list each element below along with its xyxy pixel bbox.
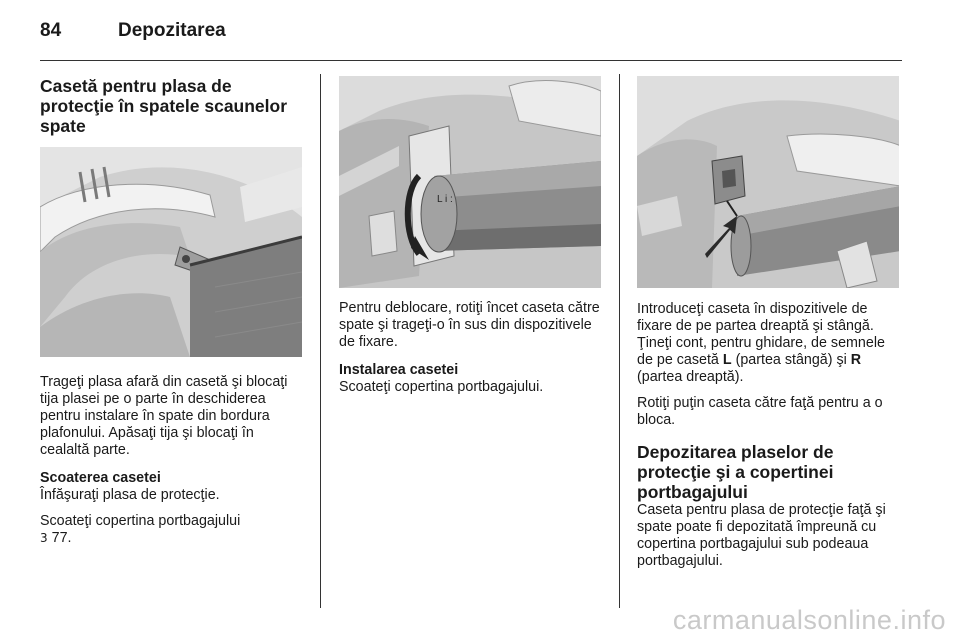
cassette-marking: L i : bbox=[437, 194, 453, 205]
header-rule bbox=[40, 60, 902, 61]
section-heading-net-cassette: Casetă pentru plasa de protecţie în spatele scaunelor spate bbox=[40, 76, 288, 136]
section-heading-storage: Depozitarea plaselor de protecţie şi a copertinei portbagajului bbox=[637, 442, 834, 502]
marking-right: R bbox=[850, 352, 862, 368]
watermark: carmanualsonline.info bbox=[672, 605, 946, 635]
page-title: Depozitarea bbox=[118, 20, 226, 41]
instruction-remove-cover-2: Scoateţi copertina portbagajului. bbox=[339, 379, 544, 395]
column-divider-2 bbox=[619, 74, 620, 608]
page-reference-link[interactable]: 77. bbox=[51, 530, 72, 546]
page-reference-arrow-icon: 3 bbox=[40, 531, 48, 545]
figure-cassette-unlock bbox=[339, 76, 601, 288]
page-number: 84 bbox=[40, 20, 62, 41]
instruction-unlock: Pentru deblocare, rotiţi încet caseta către spate şi trageţi-o în sus din dispozitivele de fixare. bbox=[339, 300, 600, 350]
figure-cassette-insert bbox=[637, 76, 899, 288]
marking-left: L bbox=[722, 352, 732, 368]
instruction-lock-cassette: Rotiţi puţin caseta către faţă pentru a o bloca. bbox=[637, 395, 883, 428]
column-2 bbox=[339, 76, 601, 396]
instruction-insert-cassette: Introduceţi caseta în dispozitivele de fixare de pe partea dreaptă şi stângă. Ţineţi cont, pentru ghidare, de semnele de pe casetă L (partea stângă) şi R (partea dreaptă). bbox=[637, 301, 885, 385]
subheading-install-cassette: Instalarea casetei bbox=[339, 362, 459, 378]
column-1 bbox=[40, 76, 302, 547]
column-3 bbox=[637, 76, 901, 570]
subheading-remove-cassette: Scoaterea casetei bbox=[40, 470, 161, 486]
instruction-remove-cover: Scoateţi copertina portbagajului 3 77. bbox=[40, 513, 241, 546]
instruction-roll-net: Înfăşuraţi plasa de protecţie. bbox=[40, 487, 220, 503]
page-header bbox=[40, 20, 900, 50]
figure-net-installation bbox=[40, 147, 302, 357]
column-divider-1 bbox=[320, 74, 321, 608]
storage-description: Caseta pentru plasa de protecţie faţă şi spate poate fi depozitată împreună cu copertina portbagajului sub podeaua portbagajului. bbox=[637, 502, 886, 569]
instruction-pull-net: Trageţi plasa afară din casetă şi blocaţi tija plasei pe o parte în deschiderea pentru instalare în spate din bordura plafonului. Apăsaţi tija şi blocaţi în cealaltă parte. bbox=[40, 374, 288, 458]
